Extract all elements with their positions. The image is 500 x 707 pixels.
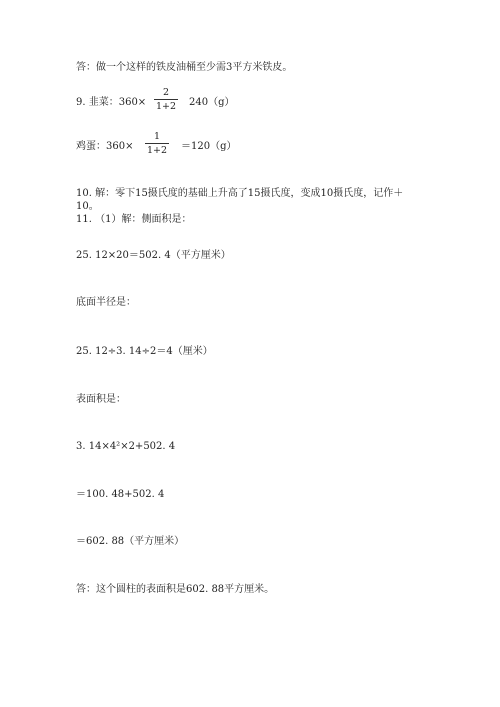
q9-result: 240（g）: [189, 97, 235, 108]
answer-line-1: 答：做一个这样的铁皮油桶至少需3平方米铁皮。: [76, 62, 293, 73]
answer-line-2: 答：这个圆柱的表面积是602. 88平方厘米。: [76, 584, 275, 595]
fraction-bar: [145, 143, 169, 144]
q9b-fraction: [145, 131, 169, 156]
q9-label: 9. 韭菜：360×: [76, 97, 147, 108]
question-11-line: 11. （1）解：侧面积是：: [76, 214, 192, 225]
q9b-fraction-numerator: 1: [154, 131, 161, 142]
calculation-surface-step-2: ＝100. 48+502. 4: [76, 489, 165, 500]
surface-area-label: 表面积是：: [76, 394, 126, 405]
q9b-fraction-denominator: 1+2: [147, 145, 168, 156]
fraction-bar: [154, 99, 178, 100]
radius-label: 底面半径是：: [76, 297, 136, 308]
calculation-lateral-area: 25. 12×20＝502. 4（平方厘米）: [76, 250, 231, 261]
q9b-result: ＝120（g）: [181, 141, 237, 152]
q9-fraction-denominator: 1+2: [156, 101, 177, 112]
question-10-continuation: 10。: [76, 201, 99, 212]
calculation-surface-step-3: ＝602. 88（平方厘米）: [76, 536, 185, 547]
calculation-radius: 25. 12÷3. 14÷2＝4（厘米）: [76, 346, 213, 357]
calculation-surface-step-1: 3. 14×4²×2+502. 4: [76, 441, 176, 452]
q9-fraction-numerator: 2: [163, 87, 170, 98]
question-10-line: 10. 解：零下15摄氏度的基础上升高了15摄氏度，变成10摄氏度，记作＋: [76, 188, 404, 199]
q9-fraction: [154, 87, 178, 112]
q9b-label: 鸡蛋：360×: [76, 141, 134, 152]
